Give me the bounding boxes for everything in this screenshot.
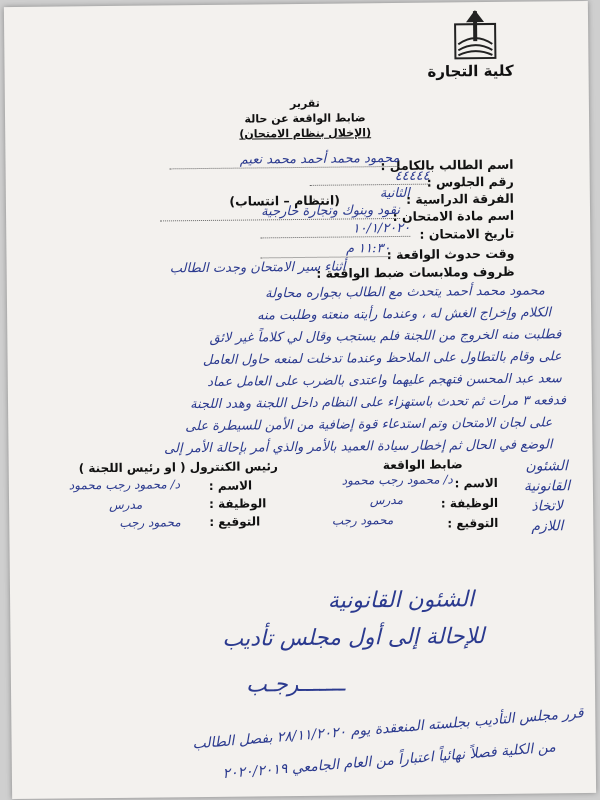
subject-value: نقود وبنوك وتجارة خارجية xyxy=(160,203,400,222)
narrative-line: الوضع في الحال ثم إخطار سيادة العميد بالأمر والذي أمر بإحالة الأمر إلى xyxy=(164,437,553,457)
control-sign-label: التوقيع : xyxy=(209,514,261,529)
decision-line-2: من الكلية فصلاً نهائياً اعتباراً من العام الجامعي ٢٠٢٠/٢٠١٩ xyxy=(222,739,557,783)
dean-note-line-1: الشئون القانونية xyxy=(327,587,475,614)
academic-year-value: الثانية xyxy=(379,185,410,202)
title-line-1: تقرير xyxy=(289,96,320,111)
enrollment-type: (انتظام – انتساب) xyxy=(229,192,340,209)
control-signature: محمود رجب xyxy=(119,515,181,530)
narrative-line: محمود محمد أحمد يتحدث مع الطالب بجواره محاولة xyxy=(265,283,545,302)
control-job-value: مدرس xyxy=(109,497,143,513)
circumstances-label: ظروف وملابسات ضبط الواقعة : xyxy=(316,263,515,281)
control-title: رئيس الكنترول ( او رئيس اللجنة ) xyxy=(78,459,279,476)
university-logo-icon xyxy=(452,8,499,60)
title-line-2: ضابط الواقعة عن حالة xyxy=(244,111,366,126)
narrative-line: على وقام بالتطاول على الملاحظ وعندما تدخلت لمنعه حاول العامل xyxy=(202,349,562,369)
side-note xyxy=(507,456,588,537)
exam-date-label: تاريخ الامتحان : xyxy=(419,225,515,242)
officer-job-value: مدرس xyxy=(369,492,404,508)
subject-label: اسم مادة الامتحان : xyxy=(392,207,515,225)
control-name-value: د/ محمود رجب محمود xyxy=(68,477,181,493)
exam-date-value: ١٠/١/٢٠٢٠ xyxy=(260,221,410,239)
decision-line-1: قرر مجلس التأديب بجلسته المنعقدة يوم ٢٨/١١/٢٠٢٠ بفصل الطالب xyxy=(191,705,584,753)
seat-number-value: ٤٤٤٤٤ xyxy=(310,169,430,186)
report-paper xyxy=(4,1,596,799)
dean-note-line-2: للإحالة إلى أول مجلس تأديب xyxy=(222,624,485,652)
report-title xyxy=(185,95,425,143)
officer-sign-label: التوقيع : xyxy=(447,515,499,531)
narrative-line: فطلبت منه الخروج من اللجنة فلم يستجب وقال لي كلاماً غير لائق xyxy=(209,327,562,346)
officer-title: ضابط الواقعة xyxy=(382,457,463,473)
side-note-line: القانونية xyxy=(523,478,571,495)
officer-signature: محمود رجب xyxy=(331,513,394,528)
student-name-label: اسم الطالب بالكامل : xyxy=(380,156,514,174)
dean-signature: ـــــــرجـب xyxy=(245,671,346,698)
narrative-line: سعد عبد المحسن فتهجم عليهما واعتدى بالضرب على العامل عماد xyxy=(207,371,562,390)
officer-name-label: الاسم : xyxy=(454,475,498,491)
incident-time-value: ١١:٣٠ م xyxy=(260,241,390,258)
narrative-line: فدفعه ٣ مرات ثم تحدث باستهزاء على النظام داخل اللجنة وهدد اللجنة xyxy=(189,393,567,413)
student-name-value: محمود محمد أحمد محمد نعيم xyxy=(169,151,399,169)
circumstances-value: أثناء سير الامتحان وجدت الطالب xyxy=(169,259,346,277)
officer-name-value: د/ محمود رجب محمود xyxy=(341,472,453,488)
control-job-label: الوظيفة : xyxy=(209,496,267,511)
academic-year-label: الفرقة الدراسية : xyxy=(405,190,514,207)
narrative-line: الكلام وإخراج الغش له ، وعندما رأيته منعته وطلبت منه xyxy=(257,305,552,324)
side-note-line: اللازم xyxy=(531,518,564,535)
officer-job-label: الوظيفة : xyxy=(440,495,499,511)
side-note-line: لاتخاذ xyxy=(531,498,563,515)
incident-time-label: وقت حدوث الواقعة : xyxy=(386,245,515,263)
control-name-label: الاسم : xyxy=(208,478,253,493)
side-note-line: الشئون xyxy=(525,458,568,475)
faculty-name: كلية التجارة xyxy=(427,61,514,81)
title-line-3: (الإخلال بنظام الامتحان) xyxy=(239,126,372,141)
seat-number-label: رقم الجلوس : xyxy=(426,173,514,190)
narrative-line: على لجان الامتحان وتم استدعاء قوة إضافية من الأمن للسيطرة على xyxy=(185,415,553,435)
